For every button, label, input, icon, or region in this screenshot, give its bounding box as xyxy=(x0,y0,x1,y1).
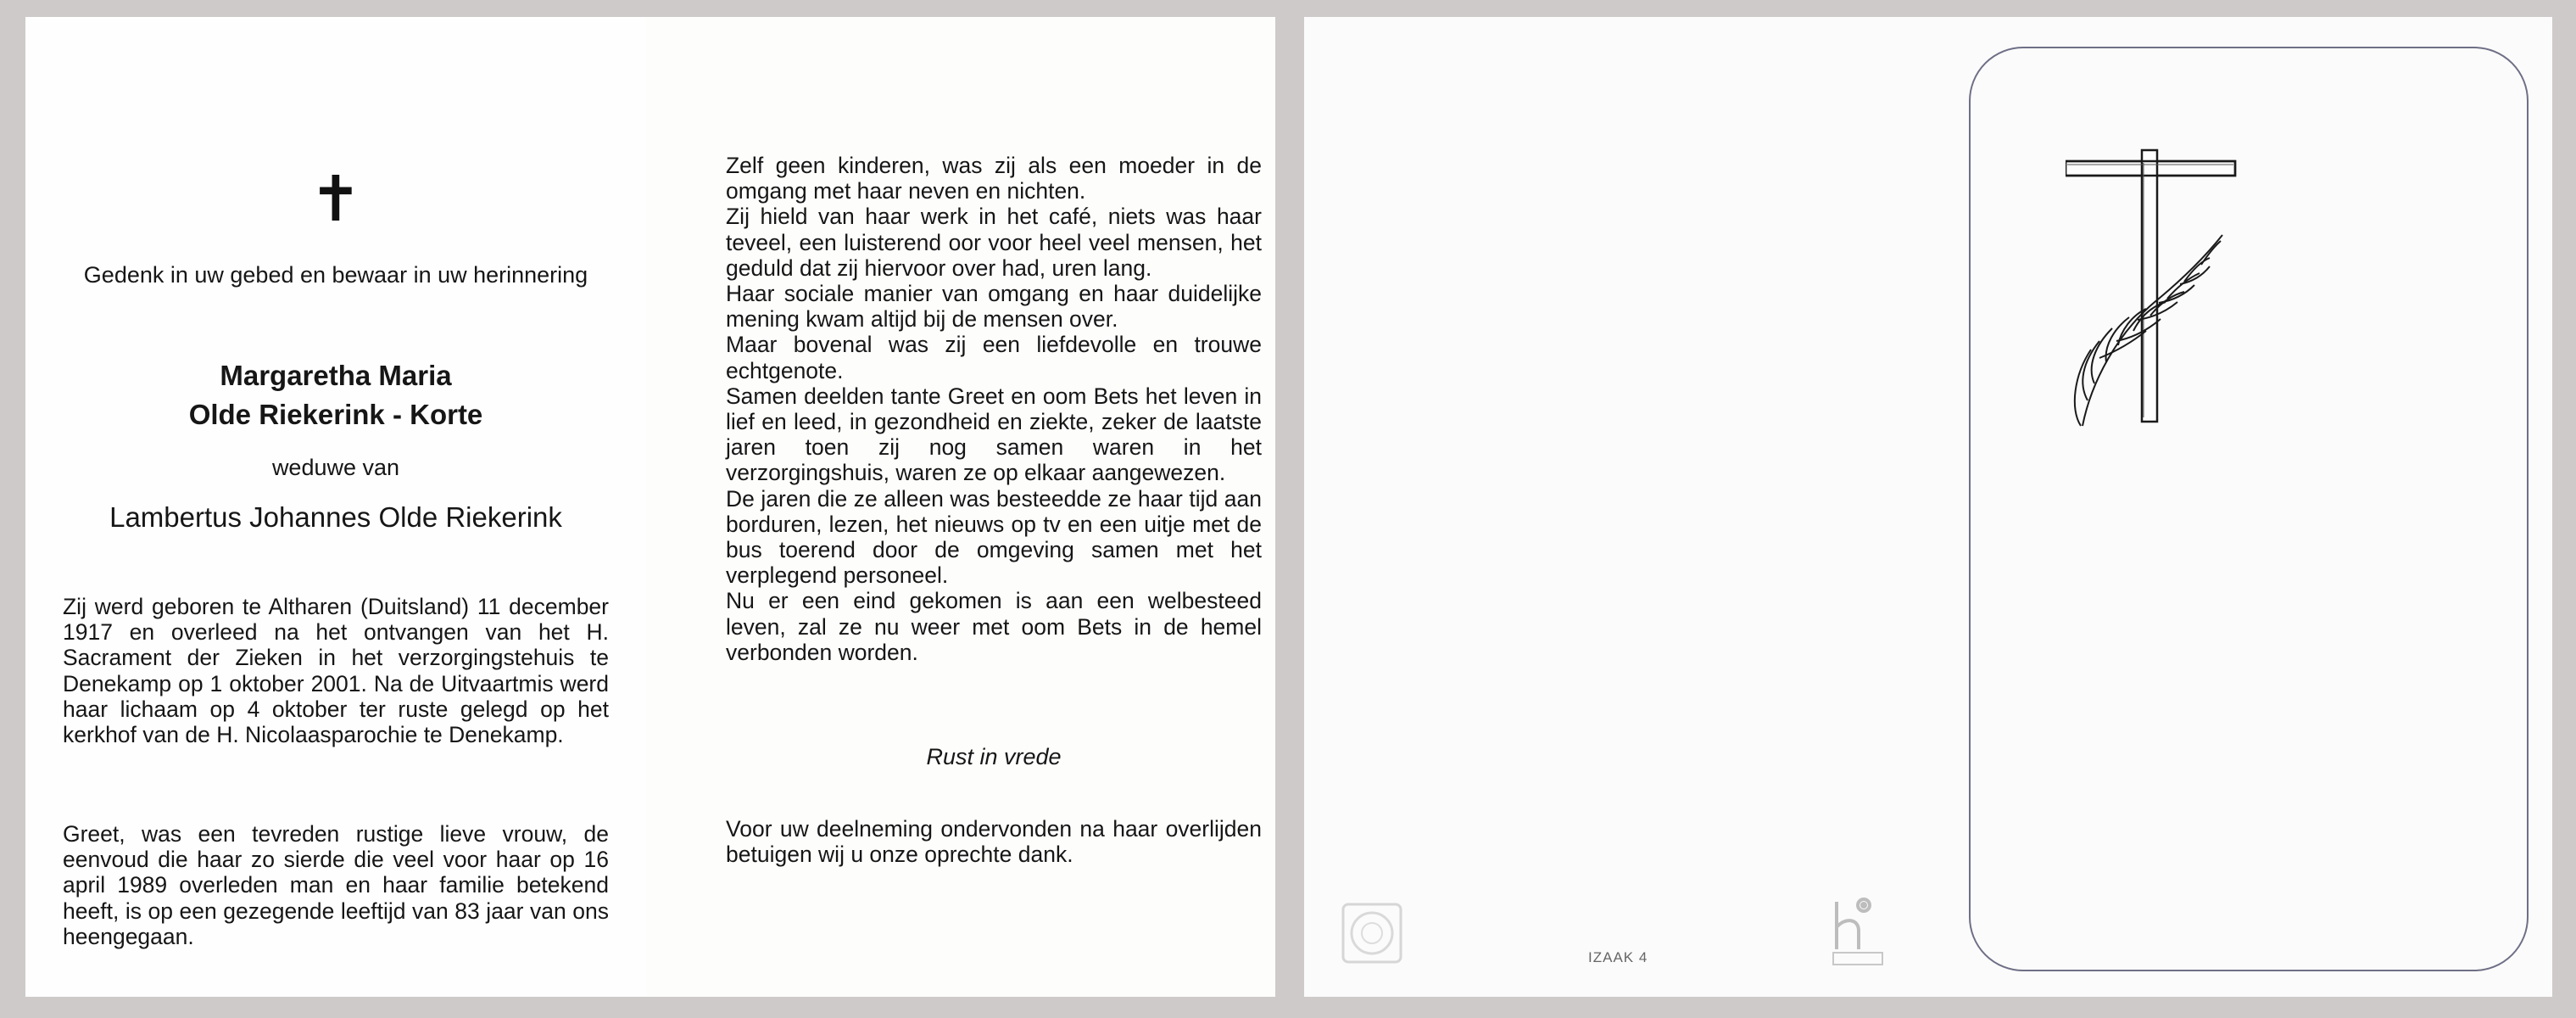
card-page-left xyxy=(25,17,646,997)
memory-paragraph: Samen deelden tante Greet en oom Bets het leven in lief en leed, in gezondheid en ziekte, zeker de laatste jaren toen zij nog samen waren in het verzorgingshuis, waren ze op elkaar aangewezen. xyxy=(726,383,1262,486)
thanks-text: Voor uw deelneming ondervonden na haar overlijden betuigen wij u onze oprechte dank. xyxy=(726,816,1262,868)
memory-paragraph: Maar bovenal was zij een liefdevolle en trouwe echtgenote. xyxy=(726,332,1262,383)
character-text: Greet, was een tevreden rustige lieve vrouw, de eenvoud die haar zo sierde die veel voor haar op 16 april 1989 overleden man en haar familie betekend heeft, is op een gezegende leeftijd van 83 jaar van ons heengegaan. xyxy=(63,821,609,949)
memory-paragraph: Zij hield van haar werk in het café, niets was haar teveel, een luisterend oor voor heel veel mensen, het geduld dat zij hiervoor over had, uren lang. xyxy=(726,204,1262,281)
memory-text xyxy=(726,153,1262,665)
name-line-1: Margaretha Maria xyxy=(220,360,452,391)
spouse-name: Lambertus Johannes Olde Riekerink xyxy=(109,501,562,533)
rest-in-peace-text: Rust in vrede xyxy=(926,744,1062,769)
memory-paragraph: Haar sociale manier van omgang en haar duidelijke mening kwam altijd bij de mensen over. xyxy=(726,281,1262,333)
print-code: IZAAK 4 xyxy=(1588,949,1648,965)
card-outside-sheet xyxy=(1304,17,2552,997)
publisher-logo-icon xyxy=(1830,893,1889,971)
intro-text: Gedenk in uw gebed en bewaar in uw herinnering xyxy=(83,262,588,288)
character-paragraph xyxy=(63,821,609,949)
small-cross-icon: ✝ xyxy=(309,163,362,236)
memory-paragraph: Nu er een eind gekomen is aan een welbesteed leven, zal ze nu weer met oom Bets in de hemel verbonden worden. xyxy=(726,588,1262,665)
cross-with-palm-branch-icon xyxy=(2066,129,2252,434)
relation-text: weduwe van xyxy=(271,455,400,480)
memory-paragraph: De jaren die ze alleen was besteedde ze haar tijd aan borduren, lezen, het nieuws op tv en een uitje met de bus toerend door de omgeving samen met het verplegend personeel. xyxy=(726,485,1262,589)
faint-emblem-icon xyxy=(1340,901,1404,965)
name-line-2: Olde Riekerink - Korte xyxy=(188,399,483,430)
memory-paragraph: Zelf geen kinderen, was zij als een moeder in de omgang met haar neven en nichten. xyxy=(726,153,1262,204)
card-page-right xyxy=(646,17,1275,997)
deceased-name xyxy=(25,356,646,434)
card-inside-sheet xyxy=(25,17,1275,997)
thanks-paragraph xyxy=(726,816,1262,867)
biography-text: Zij werd geboren te Altharen (Duitsland) 11 december 1917 en overleed na het ontvangen van het H. Sacrament der Zieken in het verzorgingstehuis te Denekamp op 1 oktober 2001. Na de Uitvaartmis werd haar lichaam op 4 oktober ter ruste gelegd op het kerkhof van de H. Nicolaasparochie te Denekamp. xyxy=(63,594,609,748)
biography-paragraph xyxy=(63,594,609,747)
